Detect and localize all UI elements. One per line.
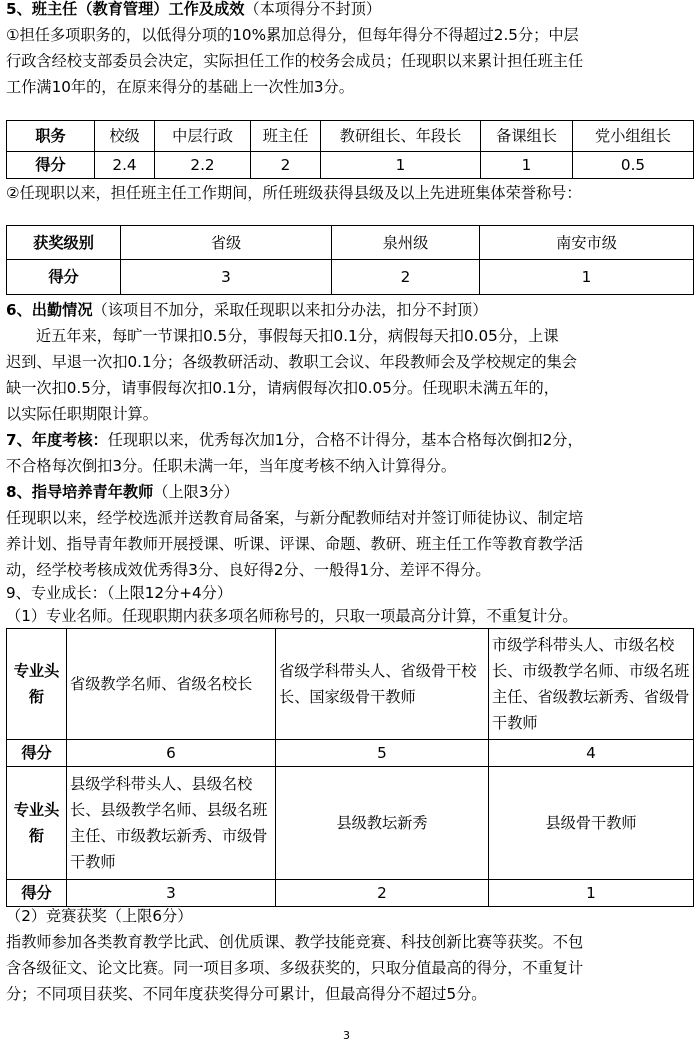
section9-line1: 指教师参加各类教育教学比武、创优质课、教学技能竞赛、科技创新比赛等获奖。不包 <box>6 933 584 951</box>
title-label-cell: 专业头衔 <box>7 629 67 740</box>
duty-header-cell: 教研组长、年段长 <box>321 121 481 152</box>
section5-para1-line2: 行政含经校支部委员会决定，实际担任工作的校务会成员；任现职以来累计担任班主任 <box>6 52 584 70</box>
class-honor-table <box>6 225 694 295</box>
score-cell: 3 <box>67 880 276 907</box>
score-cell: 6 <box>67 740 276 767</box>
score-cell: 5 <box>276 740 489 767</box>
section8-line2: 养计划、指导青年教师开展授课、听课、评课、命题、教研、班主任工作等教育教学活 <box>6 535 584 553</box>
section9-sub1: （1）专业名师。任现职期内获多项名师称号的，只取一项最高分计算，不重复计分。 <box>6 607 578 625</box>
section8-heading-line <box>6 479 693 505</box>
section7-line1 <box>6 427 693 453</box>
honor-score-cell: 1 <box>480 260 694 295</box>
section7-line2: 不合格每次倒扣3分。任职未满一年，当年度考核不纳入计算得分。 <box>6 457 457 475</box>
section5-heading: 5、班主任（教育管理）工作及成效 <box>6 0 245 18</box>
title-cell: 县级学科带头人、县级名校长、县级教学名师、县级名班主任、市级教坛新秀、市级骨干教师 <box>67 767 276 880</box>
section9-line3: 分；不同项目获奖、不同年度获奖得分可累计，但最高得分不超过5分。 <box>6 985 487 1003</box>
duty-score-cell: 2 <box>251 152 321 179</box>
page-number: 3 <box>343 1029 350 1042</box>
duty-header-cell: 中层行政 <box>155 121 251 152</box>
duty-header-cell: 班主任 <box>251 121 321 152</box>
section9-heading: 9、专业成长：（上限12分+4分） <box>6 584 233 602</box>
section6-line4: 以实际任职期限计算。 <box>6 405 158 423</box>
duty-score-cell: 2.2 <box>155 152 251 179</box>
section7-heading: 7、年度考核： <box>6 431 108 449</box>
honor-header-cell: 省级 <box>121 226 332 260</box>
section9-line2: 含各级征文、论文比赛。同一项目多项、多级获奖的，只取分值最高的得分，不重复计 <box>6 959 584 977</box>
section5-heading-line <box>6 0 693 22</box>
section6-line1: 近五年来，每旷一节课扣0.5分，事假每天扣0.1分，病假每天扣0.05分，上课 <box>36 327 559 345</box>
section6-line2: 迟到、早退一次扣0.1分；各级教研活动、教职工会议、年段教师会及学校规定的集会 <box>6 353 577 371</box>
title-cell: 省级学科带头人、省级骨干校长、国家级骨干教师 <box>276 629 489 740</box>
honor-header-cell: 获奖级别 <box>7 226 121 260</box>
title-cell: 省级教学名师、省级名校长 <box>67 629 276 740</box>
score-cell: 4 <box>489 740 694 767</box>
section6-heading-line <box>6 297 693 323</box>
duty-header-cell: 职务 <box>7 121 95 152</box>
section9-sub2: （2）竞赛获奖（上限6分） <box>6 907 193 925</box>
duty-score-cell: 1 <box>321 152 481 179</box>
section5-heading-note: （本项得分不封顶） <box>244 0 382 18</box>
section5-para2: ②任现职以来，担任班主任工作期间，所任班级获得县级及以上先进班集体荣誉称号： <box>6 184 582 202</box>
score-label-cell: 得分 <box>7 740 67 767</box>
honor-header-cell: 南安市级 <box>480 226 694 260</box>
section6-line3: 缺一次扣0.5分，请事假每次扣0.1分，请病假每次扣0.05分。任现职未满五年的， <box>6 379 559 397</box>
section8-heading: 8、指导培养青年教师 <box>6 483 154 501</box>
title-cell: 县级教坛新秀 <box>276 767 489 880</box>
duty-score-cell: 得分 <box>7 152 95 179</box>
section8-heading-note: （上限3分） <box>153 483 239 501</box>
duty-score-cell: 0.5 <box>573 152 694 179</box>
duty-score-table <box>6 120 694 179</box>
title-label-cell: 专业头衔 <box>7 767 67 880</box>
section7-text: 任现职以来，优秀每次加1分，合格不计得分，基本合格每次倒扣2分， <box>107 431 583 449</box>
duty-score-cell: 2.4 <box>95 152 155 179</box>
duty-header-cell: 党小组组长 <box>573 121 694 152</box>
title-cell: 县级骨干教师 <box>489 767 694 880</box>
section5-para1-line3: 工作满10年的，在原来得分的基础上一次性加3分。 <box>6 78 354 96</box>
section5-para1-line1: ①担任多项职务的，以低得分项的10%累加总得分，但每年得分不得超过2.5分；中层 <box>6 26 579 44</box>
honor-score-cell: 3 <box>121 260 332 295</box>
honor-score-cell: 得分 <box>7 260 121 295</box>
famous-teacher-table <box>6 628 694 907</box>
duty-header-cell: 校级 <box>95 121 155 152</box>
section8-line3: 动，经学校考核成效优秀得3分、良好得2分、一般得1分、差评不得分。 <box>6 561 491 579</box>
section6-heading-note: （该项目不加分，采取任现职以来扣分办法，扣分不封顶） <box>92 301 488 319</box>
title-cell: 市级学科带头人、市级名校长、市级教学名师、市级名班主任、省级教坛新秀、省级骨干教师 <box>489 629 694 740</box>
section6-heading: 6、出勤情况 <box>6 301 93 319</box>
honor-score-cell: 2 <box>332 260 480 295</box>
score-cell: 2 <box>276 880 489 907</box>
honor-header-cell: 泉州级 <box>332 226 480 260</box>
score-label-cell: 得分 <box>7 880 67 907</box>
duty-header-cell: 备课组长 <box>481 121 573 152</box>
duty-score-cell: 1 <box>481 152 573 179</box>
score-cell: 1 <box>489 880 694 907</box>
section8-line1: 任现职以来，经学校选派并送教育局备案，与新分配教师结对并签订师徒协议、制定培 <box>6 509 584 527</box>
